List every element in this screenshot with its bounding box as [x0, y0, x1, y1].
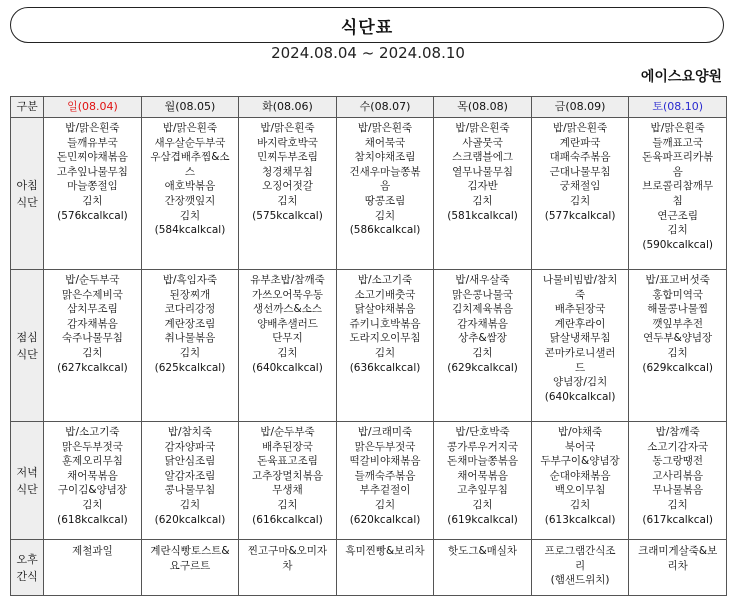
menu-item: 김치	[374, 346, 396, 359]
menu-item: 해물콩나물찜	[647, 303, 709, 316]
menu-item: (627kcalkcal)	[57, 361, 128, 374]
menu-item: 맑은콩나물국	[452, 288, 513, 301]
menu-item: 맑은수제비국	[62, 288, 123, 301]
menu-item: (629kcalkcal)	[447, 361, 518, 374]
snack-label-line: 오후	[16, 552, 38, 566]
menu-item: 상추&쌈장	[458, 332, 507, 345]
menu-item: 소고기감자국	[647, 440, 709, 453]
snack-cell	[629, 540, 727, 596]
menu-item: 알감자조림	[164, 469, 216, 482]
menu-item: 깻잎부추전	[652, 317, 704, 330]
menu-item: 오징어젓갈	[262, 180, 313, 193]
menu-item: 밥/맑은흰죽	[552, 122, 608, 134]
menu-item: 음	[379, 180, 391, 193]
menu-item: 밥/맑은흰죽	[260, 122, 315, 134]
meal-row-lunch	[11, 270, 727, 422]
menu-item: (620kcalkcal)	[154, 513, 226, 526]
menu-item: 브로콜리참깨무	[642, 180, 714, 193]
meal-label-line: 식단	[16, 347, 38, 361]
menu-item: 무생채	[272, 484, 303, 497]
day-header-mon: 월(08.05)	[141, 97, 239, 118]
menu-item: 요구르트	[169, 559, 211, 572]
menu-item: 계란파국	[559, 136, 601, 149]
menu-item: 궁채절임	[559, 180, 601, 193]
menu-cell	[239, 118, 337, 270]
menu-cell	[531, 118, 629, 270]
menu-item: 고추장멸치볶음	[251, 469, 323, 482]
menu-item: 사골뭇국	[462, 136, 503, 149]
menu-item: 밥/흑임자죽	[162, 274, 218, 286]
menu-item: 콩나물무침	[164, 484, 216, 497]
menu-cell	[141, 118, 239, 270]
menu-item: (575kcalkcal)	[252, 209, 323, 222]
snack-cell	[141, 540, 239, 596]
menu-item: 우삼겹배추찜&소	[150, 151, 230, 164]
menu-item: 김치	[82, 346, 103, 359]
menu-item: 부추겉절이	[359, 484, 411, 497]
meal-label-line: 점심	[16, 330, 38, 344]
snack-cell	[239, 540, 337, 596]
day-header-tue: 화(08.06)	[239, 97, 337, 118]
menu-item: 채어묵볶음	[67, 469, 118, 482]
menu-item: 취나물볶음	[164, 332, 216, 345]
menu-item: 김치	[277, 346, 298, 359]
menu-item: 배추된장국	[554, 303, 606, 316]
menu-item: 닭안심조림	[164, 455, 216, 468]
menu-item: 크래미게살죽&보	[638, 545, 718, 557]
menu-item: 밥/단호박죽	[455, 426, 510, 438]
menu-item: 밥/맑은흰죽	[162, 122, 218, 134]
menu-cell	[141, 270, 239, 422]
snack-cell	[336, 540, 434, 596]
menu-item: 두부구이&양념장	[540, 455, 620, 468]
day-header-fri: 금(08.09)	[531, 97, 629, 118]
menu-item: 채어묵국	[364, 136, 406, 149]
menu-item: (619kcalkcal)	[447, 513, 518, 526]
menu-item: 김치	[569, 194, 591, 207]
meal-label-line: 아침	[16, 178, 38, 192]
menu-item: 차	[282, 559, 293, 572]
menu-item: (620kcalkcal)	[349, 513, 421, 526]
menu-cell	[434, 270, 532, 422]
menu-item: 돈민찌야채볶음	[56, 151, 128, 164]
menu-item: 구이김&양념장	[57, 484, 127, 497]
menu-item: 훈제오리무침	[62, 455, 123, 468]
menu-item: 밥/맑은흰죽	[455, 122, 510, 134]
menu-item: 김치	[472, 194, 493, 207]
snack-label	[11, 540, 44, 596]
menu-cell	[531, 422, 629, 540]
menu-item: 고추잎무침	[457, 484, 508, 497]
menu-item: 드	[575, 361, 586, 374]
weekly-menu-table	[10, 96, 727, 596]
menu-item: (636kcalkcal)	[349, 361, 421, 374]
menu-item: 감자채볶음	[67, 317, 118, 330]
menu-item: 애호박볶음	[164, 180, 216, 193]
menu-item: 간장깻잎지	[164, 194, 216, 207]
menu-item: 밥/새우살죽	[455, 274, 510, 286]
menu-item: (629kcalkcal)	[642, 361, 713, 374]
menu-item: 리	[575, 559, 586, 572]
snack-label-line: 간식	[16, 569, 38, 583]
menu-item: 김치	[472, 498, 493, 511]
menu-item: 밥/맑은흰죽	[65, 122, 120, 134]
menu-item: 죽	[575, 288, 586, 301]
menu-item: 맑은두부젓국	[62, 440, 123, 453]
menu-item: 근대나물무침	[549, 165, 611, 178]
snack-cell	[531, 540, 629, 596]
menu-item: 김치	[667, 346, 688, 359]
menu-item: 민찌두부조림	[257, 151, 318, 164]
menu-item: 열무나물무침	[452, 165, 513, 178]
menu-item: 삼치무조림	[67, 303, 118, 316]
menu-item: 감자채볶음	[457, 317, 508, 330]
menu-item: 밥/순두부국	[65, 274, 120, 286]
menu-title-box	[10, 7, 724, 43]
menu-item: 밥/표고버섯죽	[645, 274, 710, 286]
menu-item: 계란후라이	[554, 317, 606, 330]
organization-name: 에이스요양원	[640, 69, 722, 85]
menu-item: (618kcalkcal)	[57, 513, 128, 526]
menu-item: 단무지	[272, 332, 303, 345]
menu-item: 돈육표고조림	[257, 455, 318, 468]
menu-item: 북어국	[564, 440, 596, 453]
meal-label-dinner	[11, 422, 44, 540]
menu-item: (613kcalkcal)	[544, 513, 616, 526]
menu-item: 마늘쫑절임	[67, 180, 118, 193]
menu-item: 가쓰오어묵우동	[251, 288, 323, 301]
day-header-sun: 일(08.04)	[44, 97, 142, 118]
menu-item: 김치	[82, 194, 103, 207]
menu-item: 김치	[667, 224, 688, 237]
menu-item: (625kcalkcal)	[154, 361, 226, 374]
menu-item: (576kcalkcal)	[57, 209, 128, 222]
menu-item: 밥/맑은흰죽	[650, 122, 705, 134]
menu-cell	[44, 118, 142, 270]
menu-item: 밥/순두부죽	[260, 426, 315, 438]
meal-label-lunch	[11, 270, 44, 422]
menu-item: 밥/참치죽	[167, 426, 213, 438]
menu-item: 계란장조림	[164, 317, 216, 330]
menu-item: 김치	[179, 209, 201, 222]
menu-item: 코다리강정	[164, 303, 216, 316]
menu-item: 양념장/김치	[552, 376, 608, 389]
menu-item: 유부초밥/참깨죽	[250, 274, 325, 286]
menu-item: 김치	[277, 194, 298, 207]
menu-item: 양배추샐러드	[257, 317, 318, 330]
menu-item: (616kcalkcal)	[252, 513, 323, 526]
meal-label-line: 식단	[16, 482, 38, 496]
menu-item: 김치	[374, 498, 396, 511]
menu-item: 돈채마늘쫑볶음	[447, 455, 519, 468]
menu-item: 김치	[277, 498, 298, 511]
menu-item: 무나물볶음	[652, 484, 704, 497]
menu-item: 고추잎나물무침	[56, 165, 128, 178]
page-title: 식단표	[340, 17, 394, 38]
menu-cell	[531, 270, 629, 422]
meal-row-dinner	[11, 422, 727, 540]
menu-item: 김치	[569, 498, 591, 511]
menu-item: 들깨유부국	[67, 136, 118, 149]
menu-item: 계란식빵토스트&	[150, 545, 230, 557]
menu-item: (577kcalkcal)	[544, 209, 616, 222]
menu-item: 밥/맑은흰죽	[357, 122, 413, 134]
menu-item: 떡갈비야채볶음	[349, 455, 421, 468]
menu-cell	[434, 118, 532, 270]
day-header-sat: 토(08.10)	[629, 97, 727, 118]
snack-cell	[44, 540, 142, 596]
menu-item: 배추된장국	[262, 440, 313, 453]
meal-label-breakfast	[11, 118, 44, 270]
menu-item: 백오이무침	[554, 484, 606, 497]
menu-item: 침	[672, 194, 683, 207]
menu-item: 핫도그&매실차	[448, 545, 518, 557]
snack-row	[11, 540, 727, 596]
menu-item: 된장찌개	[169, 288, 211, 301]
menu-item: 제철과일	[72, 545, 113, 557]
meal-row-breakfast	[11, 118, 727, 270]
menu-item: 땅콩조림	[364, 194, 406, 207]
menu-cell	[44, 422, 142, 540]
menu-item: (590kcalkcal)	[642, 238, 713, 251]
day-header-thu: 목(08.08)	[434, 97, 532, 118]
menu-item: 숙주나물무침	[62, 332, 123, 345]
category-header: 구분	[11, 97, 44, 118]
meal-label-line: 식단	[16, 195, 38, 209]
menu-item: 스	[184, 165, 196, 178]
menu-item: 김치	[82, 498, 103, 511]
menu-item: 연두부&양념장	[643, 332, 713, 345]
menu-item: 김치	[179, 346, 201, 359]
menu-item: 생선까스&소스	[252, 303, 323, 316]
menu-item: 순대야채볶음	[549, 469, 611, 482]
menu-item: 감자양파국	[164, 440, 216, 453]
menu-item: 쥬키니호박볶음	[349, 317, 421, 330]
menu-item: 밥/소고기죽	[357, 274, 413, 286]
menu-item: 대패숙주볶음	[549, 151, 611, 164]
menu-item: 밥/크래미죽	[357, 426, 413, 438]
menu-item: (617kcalkcal)	[642, 513, 713, 526]
menu-item: 밥/야채죽	[558, 426, 603, 438]
menu-item: 리차	[667, 559, 688, 572]
menu-item: 건새우마늘쫑볶	[349, 165, 421, 178]
menu-item: 찐고구마&오미자	[247, 545, 328, 557]
menu-cell	[336, 118, 434, 270]
menu-cell	[141, 422, 239, 540]
menu-item: 밥/참깨죽	[655, 426, 700, 438]
snack-cell	[434, 540, 532, 596]
menu-item: 김치	[472, 346, 493, 359]
menu-item: 돈육파프리카볶	[642, 151, 714, 164]
menu-cell	[336, 270, 434, 422]
menu-item: 김치	[374, 209, 396, 222]
menu-cell	[629, 118, 727, 270]
menu-cell	[336, 422, 434, 540]
menu-item: 닭살냉채무침	[549, 332, 611, 345]
header-row	[11, 97, 727, 118]
menu-period: 2024.08.04 ~ 2024.08.10	[271, 44, 465, 62]
menu-item: 흑미찐빵&보리차	[345, 545, 425, 557]
menu-item: 김치	[667, 498, 688, 511]
menu-item: (581kcalkcal)	[447, 209, 518, 222]
menu-cell	[44, 270, 142, 422]
menu-item: (햄샌드위치)	[550, 574, 610, 587]
menu-item: 참치야채조림	[354, 151, 416, 164]
menu-item: 홍합미역국	[652, 288, 704, 301]
menu-item: 김자반	[467, 180, 498, 193]
menu-item: 나물비빔밥/참치	[542, 274, 618, 286]
menu-item: 소고기배춧국	[354, 288, 416, 301]
menu-cell	[239, 422, 337, 540]
menu-item: 동그랑땡전	[652, 455, 704, 468]
menu-item: 연근조림	[657, 209, 698, 222]
menu-cell	[629, 422, 727, 540]
menu-item: 들깨표고국	[652, 136, 704, 149]
menu-cell	[629, 270, 727, 422]
menu-item: 청경채무침	[262, 165, 313, 178]
menu-item: (586kcalkcal)	[349, 224, 421, 237]
menu-item: 밥/소고기죽	[65, 426, 120, 438]
menu-item: 콩가루우거지국	[447, 440, 519, 453]
menu-item: (640kcalkcal)	[544, 390, 616, 403]
menu-item: 들깨숙주볶음	[354, 469, 416, 482]
menu-item: 김치제육볶음	[452, 303, 513, 316]
menu-item: 음	[672, 165, 683, 178]
menu-item: 새우살순두부국	[154, 136, 226, 149]
menu-item: 채어묵볶음	[457, 469, 508, 482]
menu-item: 닭살야채볶음	[354, 303, 416, 316]
menu-item: 콘마카로니샐러	[544, 346, 616, 359]
menu-item: 스크램블에그	[452, 151, 513, 164]
menu-item: (584kcalkcal)	[154, 224, 226, 237]
menu-item: 바지락호박국	[257, 136, 318, 149]
menu-item: 프로그램간식조	[544, 545, 616, 557]
meal-label-line: 저녁	[16, 465, 38, 479]
menu-item: 김치	[179, 498, 201, 511]
menu-item: 도라지오이무침	[349, 332, 421, 345]
menu-item: (640kcalkcal)	[252, 361, 323, 374]
day-header-wed: 수(08.07)	[336, 97, 434, 118]
menu-cell	[434, 422, 532, 540]
menu-item: 맑은두부젓국	[354, 440, 416, 453]
menu-item: 고사리볶음	[652, 469, 704, 482]
menu-cell	[239, 270, 337, 422]
